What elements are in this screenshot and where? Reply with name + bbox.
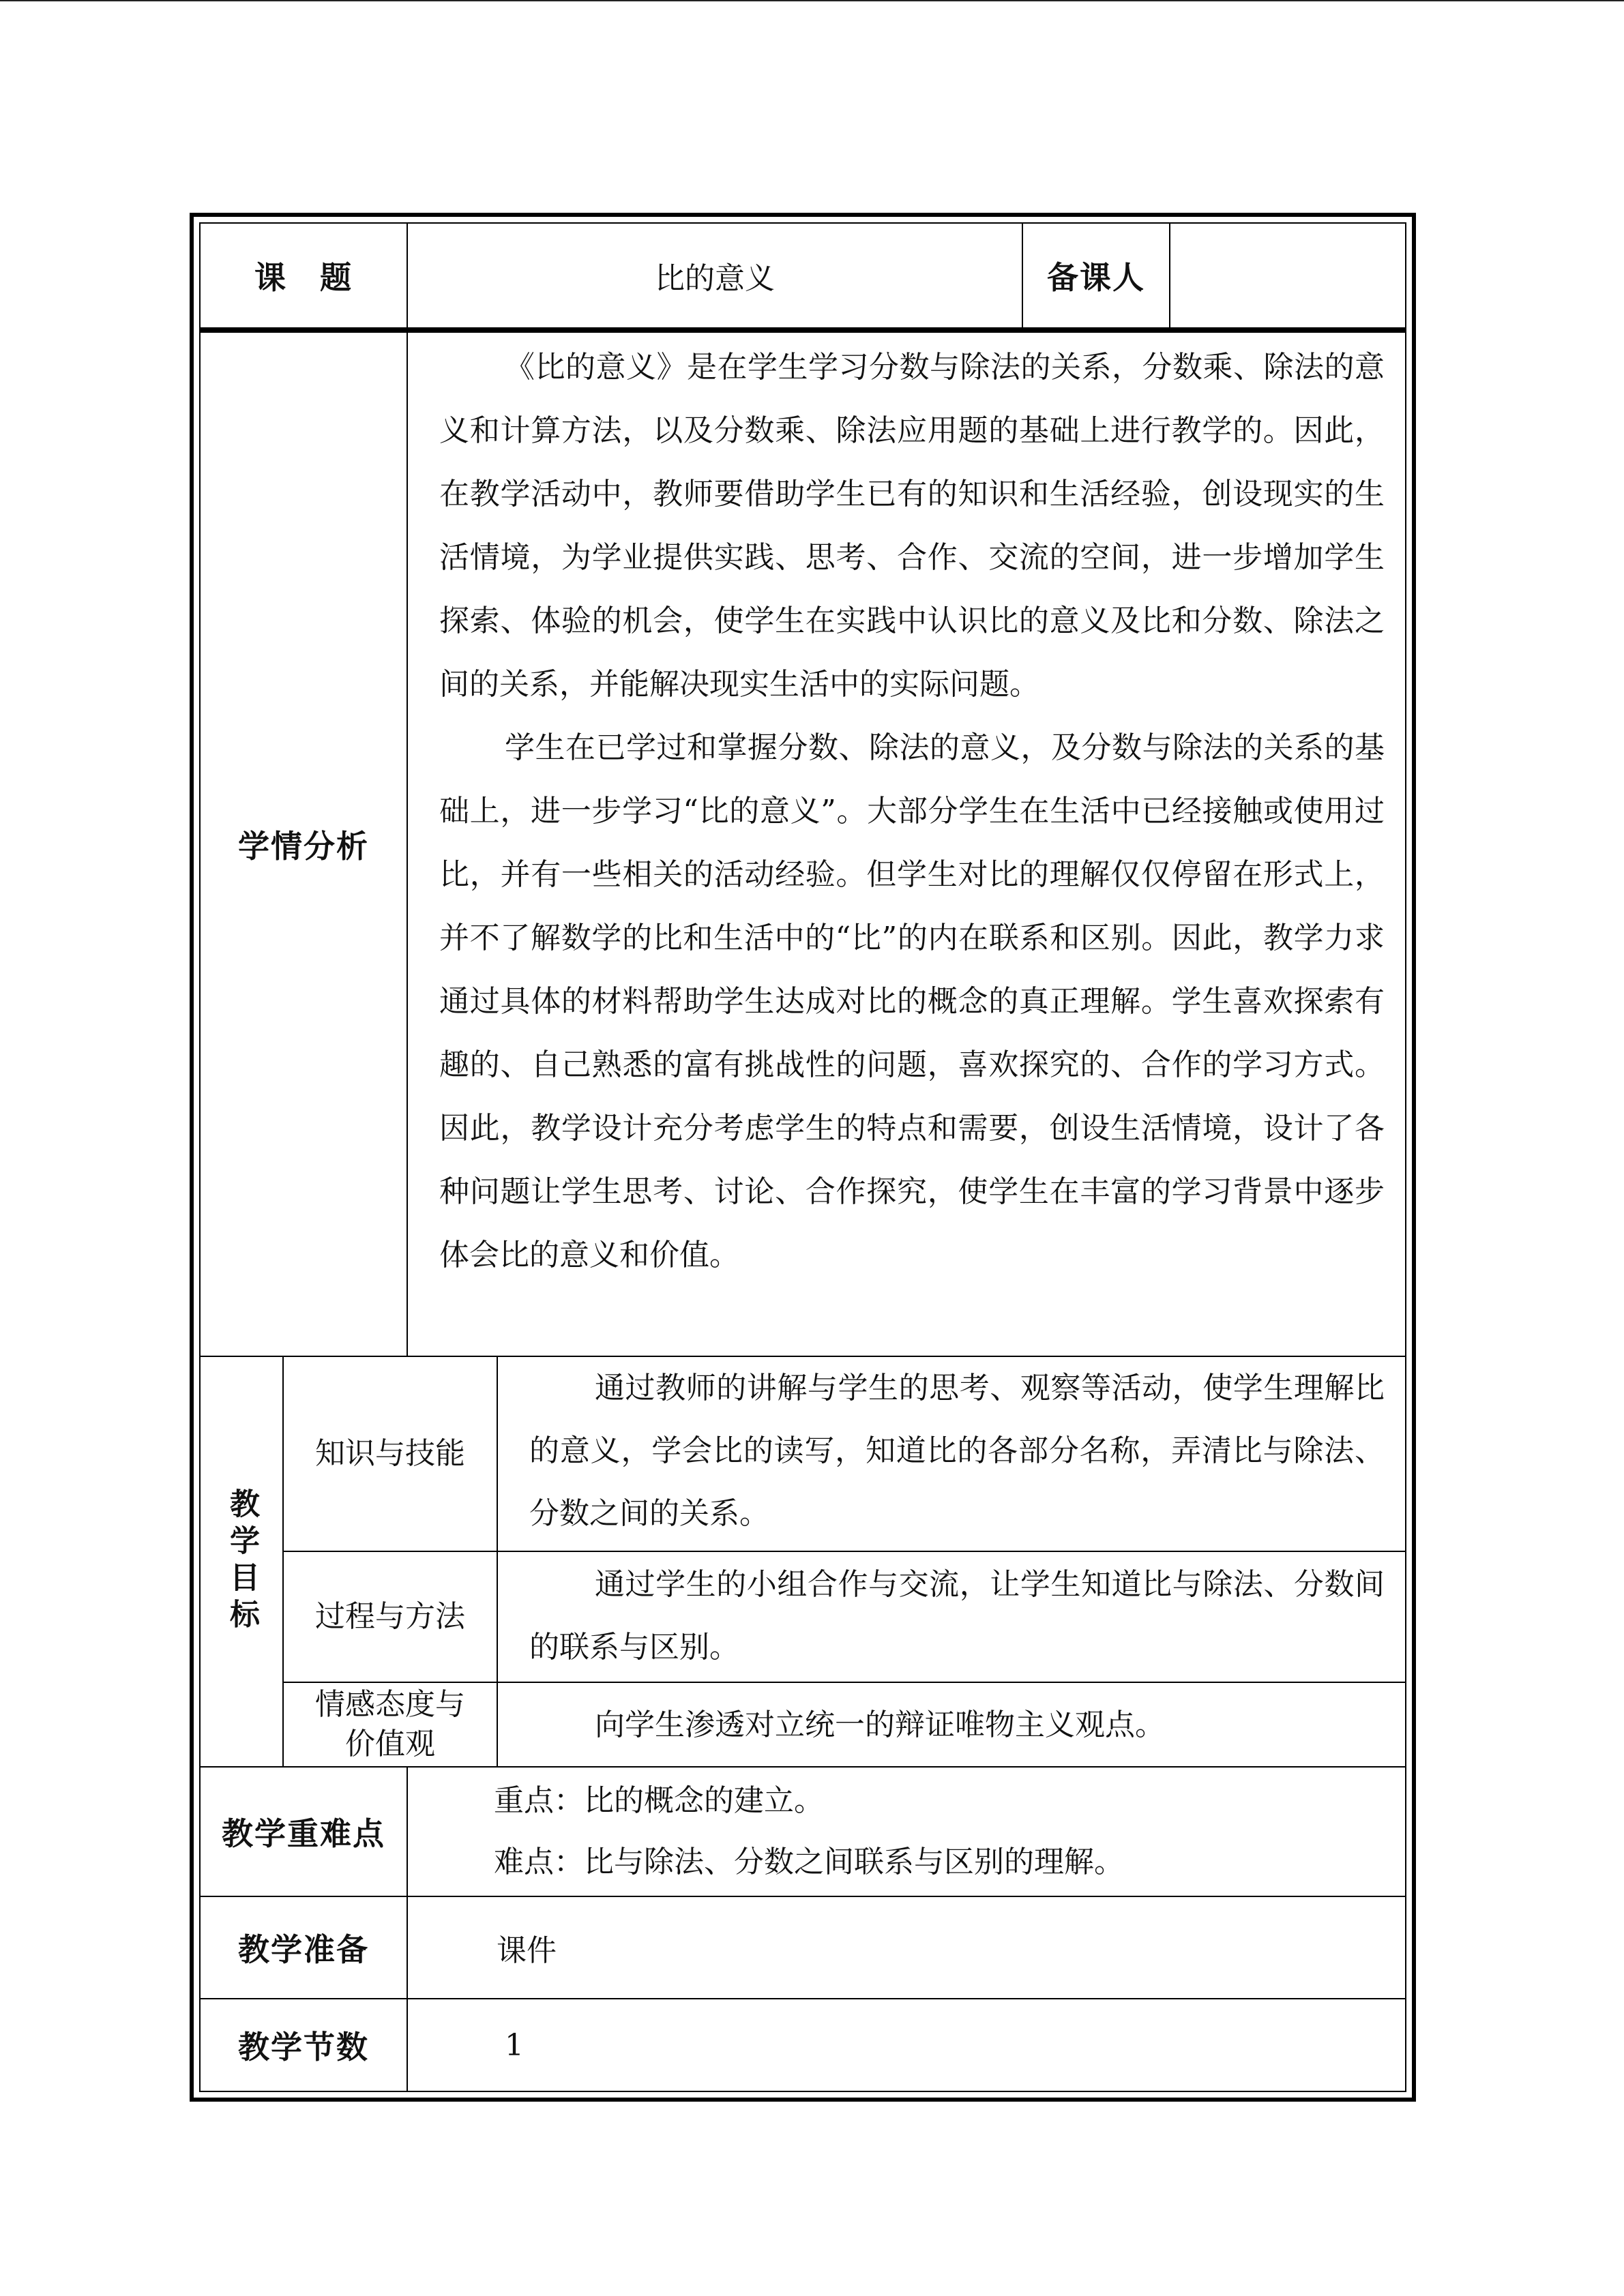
preparation-value: 课件 — [497, 1933, 557, 1968]
preparation-row — [201, 1897, 1405, 1998]
key-points-difficulty: 难点：比与除法、分数之间联系与区别的理解。 — [494, 1845, 1124, 1879]
periods-label: 教学节数 — [238, 2029, 369, 2066]
objective-attitude — [284, 1683, 1405, 1766]
objective-process-label: 过程与方法 — [315, 1599, 465, 1634]
objective-process-text-cell — [498, 1552, 1405, 1682]
objectives-label-cell — [201, 1357, 282, 1766]
objective-knowledge-text: 通过教师的讲解与学生的思考、观察等活动，使学生理解比的意义，学会比的读写，知道比的各部分名称，弄清比与除法、分数之间的关系。 — [529, 1371, 1385, 1531]
periods-value: 1 — [505, 2027, 524, 2063]
analysis-row — [201, 333, 1405, 1356]
objective-attitude-label — [284, 1683, 497, 1766]
objective-attitude-label-line-1: 情感态度与 — [315, 1687, 465, 1722]
objective-attitude-label-line-2: 价值观 — [345, 1727, 435, 1761]
preparer-label: 备课人 — [1047, 259, 1145, 296]
periods-row — [201, 1999, 1405, 2091]
objective-knowledge-text-cell — [498, 1357, 1405, 1551]
lesson-plan-table-inner — [199, 222, 1406, 2092]
key-points-row — [201, 1768, 1405, 1896]
lesson-plan-table — [190, 213, 1416, 2102]
preparer-value — [1170, 224, 1405, 327]
objective-knowledge — [284, 1357, 1405, 1551]
objective-attitude-text: 向学生渗透对立统一的辩证唯物主义观点。 — [595, 1707, 1165, 1742]
preparation-label: 教学准备 — [238, 1931, 369, 1968]
header-divider — [201, 327, 1405, 333]
key-points-focus: 重点：比的概念的建立。 — [494, 1783, 824, 1818]
objectives-label: 教学目标 — [224, 1488, 259, 1635]
analysis-paragraph-2: 学生在已学过和掌握分数、除法的意义，及分数与除法的关系的基础上，进一步学习“比的意义”。大部分学生在生活中已经接触或使用过比，并有一些相关的活动经验。但学生对比的理解仅仅停留在形式上，并不了解数学的比和生活中的“比”的内在联系和区别。因此，教学力求通过具体的材料帮助学生达成对比的概念的真正理解。学生喜欢探索有趣的、自己熟悉的富有挑战性的问题，喜欢探究的、合作的学习方式。因此，教学设计充分考虑学生的特点和需要，创设生活情境，设计了各种问题让学生思考、讨论、合作探究，使学生在丰富的学习背景中逐步体会比的意义和价值。 — [439, 730, 1385, 1272]
objective-knowledge-label: 知识与技能 — [315, 1436, 465, 1471]
topic-value: 比的意义 — [655, 261, 775, 296]
objective-process-text: 通过学生的小组合作与交流，让学生知道比与除法、分数间的联系与区别。 — [529, 1567, 1385, 1665]
page-top-border — [0, 0, 1624, 1]
analysis-label: 学情分析 — [238, 828, 369, 865]
objective-process — [284, 1552, 1405, 1682]
key-points-label: 教学重难点 — [222, 1815, 385, 1852]
topic-label: 课 题 — [254, 259, 353, 296]
header-row — [201, 224, 1405, 327]
analysis-content — [408, 333, 1405, 1356]
objectives-row — [201, 1357, 1405, 1766]
analysis-paragraph-1: 《比的意义》是在学生学习分数与除法的关系，分数乘、除法的意义和计算方法，以及分数乘、除法应用题的基础上进行教学的。因此，在教学活动中，教师要借助学生已有的知识和生活经验，创设现实的生活情境，为学业提供实践、思考、合作、交流的空间，进一步增加学生探索、体验的机会，使学生在实践中认识比的意义及比和分数、除法之间的关系，并能解决现实生活中的实际问题。 — [439, 350, 1385, 702]
objective-attitude-text-cell — [498, 1683, 1405, 1766]
key-points-content — [408, 1768, 1405, 1896]
